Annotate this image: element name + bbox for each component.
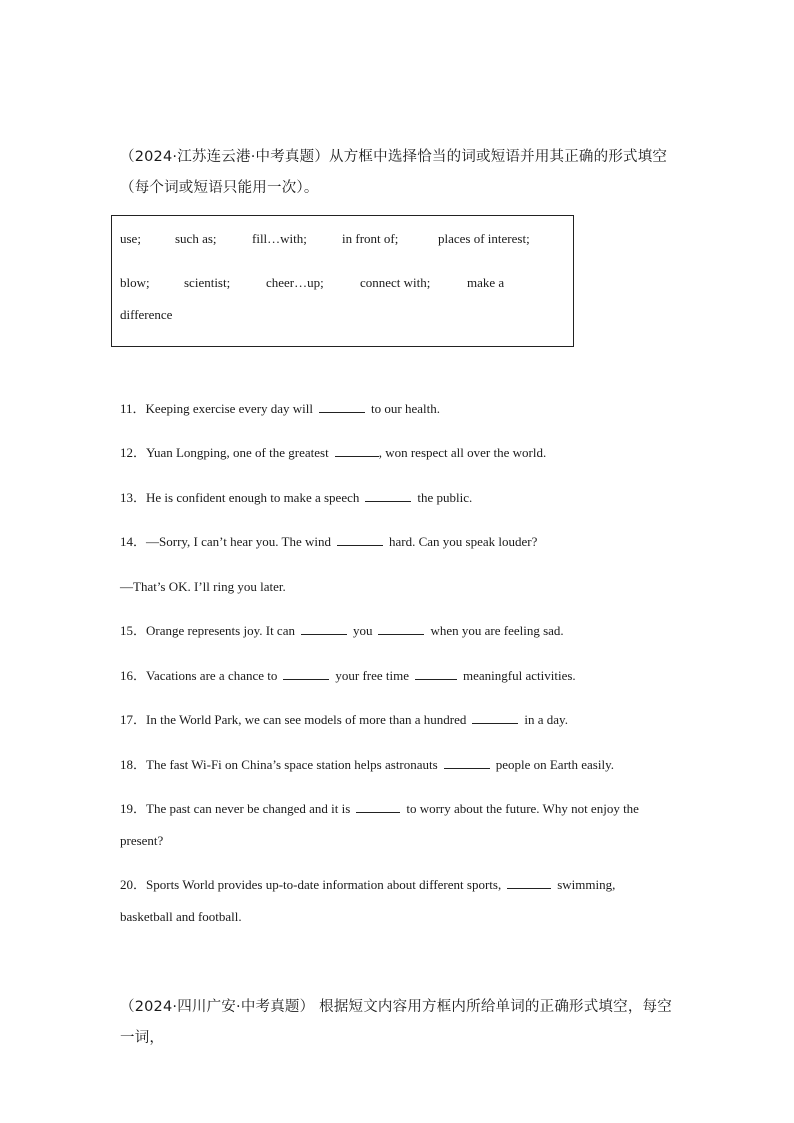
word-box-item: scientist; [184, 275, 231, 290]
question-text: Vacations are a chance to [146, 668, 278, 683]
question-text: people on Earth easily. [495, 757, 614, 772]
question-text: the public. [417, 490, 473, 505]
question-19 [120, 793, 665, 857]
question-text: meaningful activities. [463, 668, 576, 683]
question-15 [120, 615, 680, 647]
question-18 [120, 749, 680, 781]
question-number: 15． [120, 623, 147, 638]
question-text: Keeping exercise every day will [145, 401, 314, 416]
question-text: Orange represents joy. It can [146, 623, 295, 638]
question-text: —That’s OK. I’ll ring you later. [120, 579, 286, 594]
question-text: He is confident enough to make a speech [146, 490, 360, 505]
question-number: 11． [120, 401, 146, 416]
question-20 [120, 869, 665, 933]
answer-blank[interactable] [378, 621, 424, 635]
answer-blank[interactable] [472, 710, 518, 724]
answer-blank[interactable] [365, 488, 411, 502]
answer-blank[interactable] [319, 399, 365, 413]
question-17 [120, 704, 680, 736]
word-box-item: blow; [120, 275, 150, 290]
answer-blank[interactable] [444, 755, 490, 769]
word-box-item: fill…with; [252, 231, 307, 246]
word-box-item: use; [120, 231, 141, 246]
question-number: 16． [120, 668, 147, 683]
question-number: 20． [120, 877, 147, 892]
question-text: Yuan Longping, one of the greatest [146, 445, 329, 460]
word-box-item: cheer…up; [266, 275, 324, 290]
question-number: 17． [120, 712, 147, 727]
question-text: when you are feeling sad. [430, 623, 564, 638]
word-box-item: difference [120, 307, 173, 322]
question-text: to worry about the future. Why not enjoy the present? [120, 801, 639, 848]
answer-blank[interactable] [301, 621, 347, 635]
question-14 [120, 526, 680, 558]
word-box [111, 215, 574, 347]
question-number: 14． [120, 534, 147, 549]
question-number: 19． [120, 801, 147, 816]
question-text: hard. Can you speak louder? [388, 534, 538, 549]
question-13 [120, 482, 680, 514]
answer-blank[interactable] [415, 666, 457, 680]
word-box-item: places of interest; [438, 231, 530, 246]
question-text: The fast Wi-Fi on China’s space station helps astronauts [146, 757, 438, 772]
question-text: In the World Park, we can see models of more than a hundred [146, 712, 467, 727]
answer-blank[interactable] [507, 875, 551, 889]
question-11 [120, 393, 680, 425]
answer-blank[interactable] [283, 666, 329, 680]
question-text: —Sorry, I can’t hear you. The wind [146, 534, 331, 549]
word-box-item: in front of; [342, 231, 399, 246]
question-12 [120, 437, 680, 469]
answer-blank[interactable] [335, 443, 379, 457]
answer-blank[interactable] [337, 532, 383, 546]
word-box-item: such as; [175, 231, 217, 246]
word-box-item: connect with; [360, 275, 431, 290]
question-text: your free time [335, 668, 410, 683]
question-text: swimming, basketball and football. [120, 877, 616, 924]
word-box-item: make a [467, 275, 505, 290]
question-number: 13． [120, 490, 147, 505]
question-number: 12． [120, 445, 147, 460]
answer-blank[interactable] [356, 799, 400, 813]
question-14-reply [120, 571, 680, 603]
section2-instruction: （2024·四川广安·中考真题） 根据短文内容用方框内所给单词的正确形式填空，每空一词， [120, 999, 672, 1046]
question-16 [120, 660, 680, 692]
section1-instruction: （2024·江苏连云港·中考真题）从方框中选择恰当的词或短语并用其正确的形式填空（每个词或短语只能用一次）。 [120, 149, 668, 196]
question-text: Sports World provides up-to-date information about different sports, [146, 877, 502, 892]
question-text: to our health. [371, 401, 440, 416]
question-text: you [352, 623, 373, 638]
question-text: , won respect all over the world. [378, 445, 547, 460]
question-text: The past can never be changed and it is [146, 801, 351, 816]
question-number: 18． [120, 757, 147, 772]
question-text: in a day. [524, 712, 568, 727]
